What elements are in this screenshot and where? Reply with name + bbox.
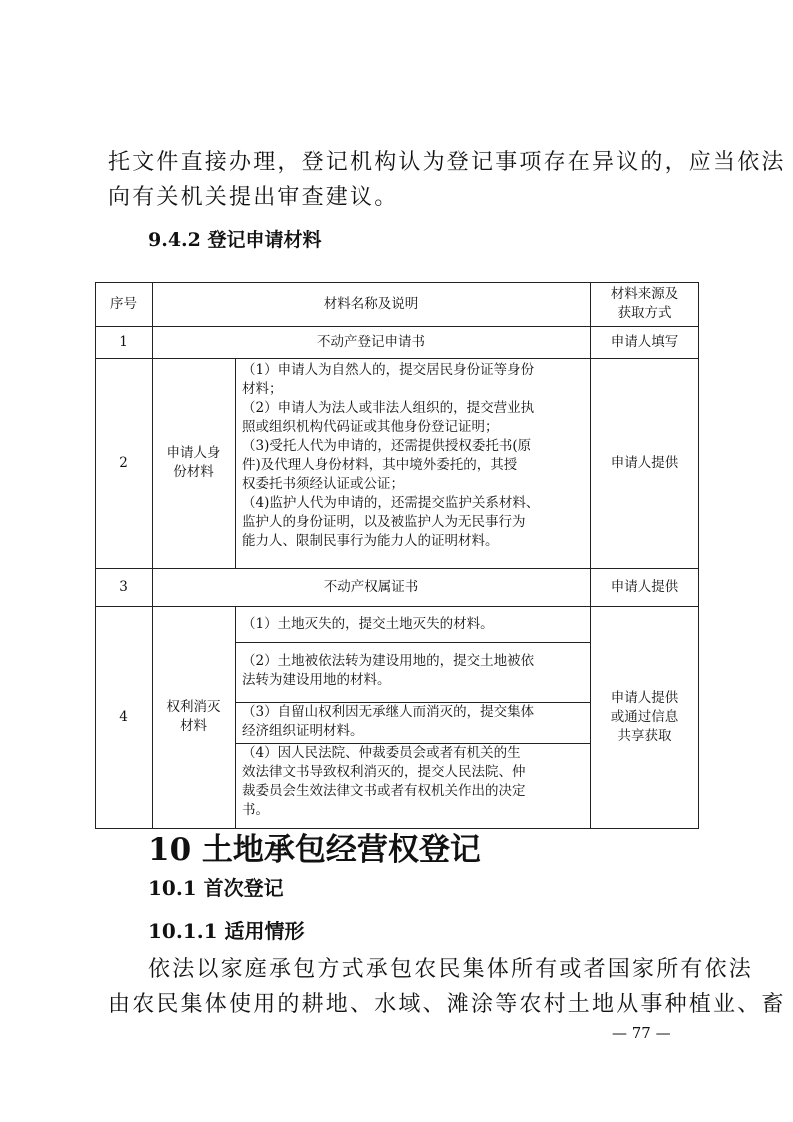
row4-item-4: （4）因人民法院、仲裁委员会或者有机关的生 效法律文书导致权利消灭的，提交人民法院、仲 裁委员会生效法律文书或者有权机关作出的决定 书。 <box>242 745 526 818</box>
row4-item-3: （3）自留山权利因无承继人而消灭的，提交集体 经济组织证明材料。 <box>242 704 535 739</box>
body-line-2: 由农民集体使用的耕地、水域、滩涂等农村土地从事种植业、畜 <box>108 992 786 1017</box>
body-line-1: 依法以家庭承包方式承包农民集体所有或者国家所有依法 <box>148 957 754 982</box>
row3-no: 3 <box>119 578 128 595</box>
row4-no: 4 <box>119 708 128 725</box>
row1-source: 申请人填写 <box>610 333 679 350</box>
row2-source: 申请人提供 <box>610 454 679 471</box>
row2-no: 2 <box>119 454 128 471</box>
materials-table <box>95 282 699 829</box>
page-number: — 77 — <box>612 1024 671 1042</box>
intro-line-2: 向有关机关提出审查建议。 <box>108 185 399 210</box>
row4-category: 权利消灭 材料 <box>166 699 221 734</box>
chapter-heading-10: 10 土地承包经营权登记 <box>148 832 481 868</box>
section-heading-10-1-1: 10.1.1 适用情形 <box>148 919 305 943</box>
row4-item-2: （2）土地被依法转为建设用地的，提交土地被依 法转为建设用地的材料。 <box>242 653 535 688</box>
intro-line-1: 托文件直接办理，登记机构认为登记事项存在异议的，应当依法 <box>108 150 786 175</box>
row1-name: 不动产登记申请书 <box>317 333 425 350</box>
section-heading-10-1: 10.1 首次登记 <box>148 876 284 900</box>
row3-source: 申请人提供 <box>610 578 679 595</box>
row4-source: 申请人提供 或通过信息 共享获取 <box>610 689 679 744</box>
header-source: 材料来源及 获取方式 <box>610 286 679 321</box>
row4-item-1: （1）土地灭失的，提交土地灭失的材料。 <box>242 616 494 632</box>
section-heading-9-4-2: 9.4.2 登记申请材料 <box>148 229 322 251</box>
header-no: 序号 <box>110 295 137 312</box>
row2-detail: （1）申请人为自然人的，提交居民身份证等身份 材料； （2）申请人为法人或非法人组织的，提交营业执 照或组织机构代码证或其他身份登记证明； （3)受托人代为申请的，还需提供授权委托书(原 件)及代理人身份材料，其中境外委托的，其授 权委托书须经认证或公证； （4)监护人代为申请的，还需提交监护关系材料、 监护人的身份证明，以及被监护人为无民事行为 能力人、限制民事行为能力人的证明材料。 <box>242 362 540 549</box>
row2-category: 申请人身 份材料 <box>166 445 221 480</box>
header-name: 材料名称及说明 <box>323 295 419 312</box>
row1-no: 1 <box>119 333 128 350</box>
row3-name: 不动产权属证书 <box>323 578 419 595</box>
